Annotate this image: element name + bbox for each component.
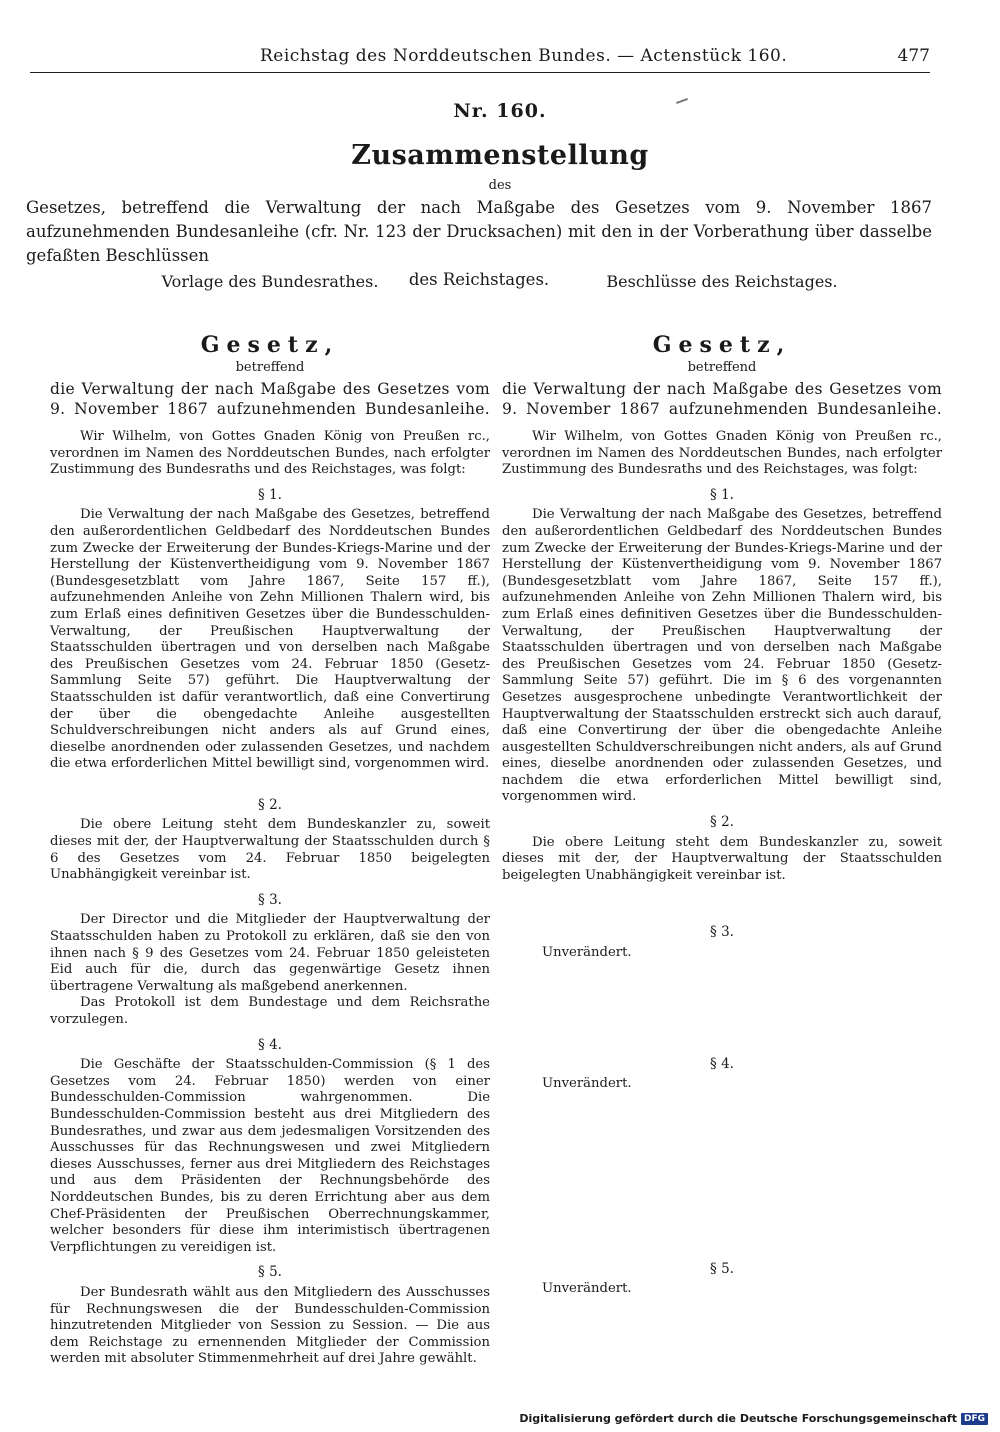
- section-text: Die obere Leitung steht dem Bundeskanzler zu, soweit dieses mit der, der Hauptverwaltung der Staatsschulden beigelegten Unabhängigkeit vereinbar ist.: [502, 834, 942, 883]
- dfg-logo-icon: DFG: [961, 1413, 988, 1425]
- left-column-heading: Vorlage des Bundesrathes.: [161, 272, 379, 291]
- law-subject: [502, 379, 942, 419]
- section-text: Die Verwaltung der nach Maßgabe des Gesetzes, betreffend den außerordentlichen Geldbedarf des Norddeutschen Bundes zum Zwecke der Erweiterung der Bundes-Kriegs-Marine und der Herstellung der Küstenvertheidigung vom 9. November 1867 (Bundesgesetzblatt vom Jahre 1867, Seite 157 ff.), aufzunehmenden Anleihe von Zehn Millionen Thalern wird, bis zum Erlaß eines definitiven Gesetzes über die Bundesschulden-Verwaltung, der Preußischen Hauptverwaltung der Staatsschulden übertragen und von derselben nach Maßgabe des Preußischen Gesetzes vom 24. Februar 1850 (Gesetz-Sammlung Seite 57) geführt. Die im § 6 des vorgenannten Gesetzes ausgesprochene unbedingte Verantwortlichkeit der Hauptverwaltung der Staatsschulden erstreckt sich auch darauf, daß eine Convertirung der über die obengedachte Anleihe ausgestellten Schuldverschreibungen nicht anders, als auf Grund eines, dieselbe anordnenden oder zulassenden Gesetzes, und nachdem die etwa erforderlichen Mittel bewilligt sind, vorgenommen wird.: [502, 507, 942, 805]
- section-text: Unverändert.: [542, 945, 632, 961]
- document-number: Nr. 160.: [453, 100, 547, 122]
- law-subject: [50, 379, 490, 419]
- document-des: des: [488, 178, 512, 193]
- section-label: § 3.: [258, 891, 282, 908]
- running-header: [30, 44, 930, 73]
- left-column: [50, 330, 490, 1368]
- page-number: 477: [897, 46, 930, 66]
- section-label: § 2.: [258, 796, 282, 813]
- section-text: Der Director und die Mitglieder der Hauptverwaltung der Staatsschulden haben zu Protokoll zu erklären, daß sie den von ihnen nach § 9 des Gesetzes vom 24. Februar 1850 geleisteten Eid auch für die, durch das gegenwärtige Gesetz ihnen übertragene Verwaltung als maßgebend anerkennen.: [50, 912, 490, 994]
- section-label: § 4.: [710, 1055, 734, 1072]
- section-text: Unverändert.: [542, 1076, 632, 1092]
- document-subtitle-end: des Reichstages.: [408, 270, 550, 289]
- section-label: § 1.: [710, 486, 734, 503]
- law-subject-line2: 9. November 1867 aufzunehmenden Bundesanleihe.: [50, 400, 490, 418]
- section-text: Der Bundesrath wählt aus den Mitgliedern des Ausschusses für Rechnungswesen die der Bundesschulden-Commission hinzutretenden Mitglieder von Session zu Session. — Die aus dem Reichstage zu ernennenden Mitglieder der Commission werden mit absoluter Stimmenmehrheit auf drei Jahre gewählt.: [50, 1284, 490, 1367]
- document-subtitle-main: Gesetzes, betreffend die Verwaltung der nach Maßgabe des Gesetzes vom 9. November 1867 aufzunehmenden Bundesanleihe (cfr. Nr. 123 der Drucksachen) mit den in der Vorberathung über dasselbe gefaßten Beschlüssen: [26, 198, 932, 265]
- section-text: Das Protokoll ist dem Bundestage und dem Reichsrathe vorzulegen.: [50, 995, 490, 1027]
- section-text: Die Verwaltung der nach Maßgabe des Gesetzes, betreffend den außerordentlichen Geldbedarf des Norddeutschen Bundes zum Zwecke der Erweiterung der Bundes-Kriegs-Marine und der Herstellung der Küstenvertheidigung vom 9. November 1867 (Bundesgesetzblatt vom Jahre 1867, Seite 157 ff.), aufzunehmenden Anleihe von Zehn Millionen Thalern wird, bis zum Erlaß eines definitiven Gesetzes über die Bundesschulden-Verwaltung, der Preußischen Hauptverwaltung der Staatsschulden übertragen und von derselben nach Maßgabe des Preußischen Gesetzes vom 24. Februar 1850 (Gesetz-Sammlung Seite 57) geführt. Die Hauptverwaltung der Staatsschulden ist dafür verantwortlich, daß eine Convertirung der über die obengedachte Anleihe ausgestellten Schuldverschreibungen nicht anders als auf Grund eines, dieselbe anordnenden oder zulassenden Gesetzes, und nachdem die etwa erforderlichen Mittel bewilligt sind, vorgenommen wird.: [50, 507, 490, 772]
- document-title: Zusammenstellung: [351, 140, 649, 171]
- law-title: Gesetz,: [200, 332, 340, 358]
- section-label: § 4.: [258, 1036, 282, 1053]
- law-subject-line1: die Verwaltung der nach Maßgabe des Gesetzes vom: [502, 380, 942, 398]
- law-subject-line1: die Verwaltung der nach Maßgabe des Gesetzes vom: [50, 380, 490, 398]
- preamble: Wir Wilhelm, von Gottes Gnaden König von Preußen rc., verordnen im Namen des Norddeutschen Bundes, nach erfolgter Zustimmung des Bundesraths und des Reichstages, was folgt:: [50, 429, 490, 478]
- section-text: Die obere Leitung steht dem Bundeskanzler zu, soweit dieses mit der, der Hauptverwaltung der Staatsschulden durch § 6 des Gesetzes vom 24. Februar 1850 beigelegten Unabhängigkeit vereinbar ist.: [50, 817, 490, 883]
- law-betreffend: betreffend: [687, 360, 757, 375]
- running-title: Reichstag des Norddeutschen Bundes. — Actenstück 160.: [260, 46, 788, 66]
- digitization-footer: [519, 1412, 988, 1425]
- law-subject-line2: 9. November 1867 aufzunehmenden Bundesanleihe.: [502, 400, 942, 418]
- section-label: § 3.: [710, 924, 734, 941]
- law-betreffend: betreffend: [235, 360, 305, 375]
- section-text: Die Geschäfte der Staatsschulden-Commission (§ 1 des Gesetzes vom 24. Februar 1850) werden von einer Bundesschulden-Commission wahrgenommen. Die Bundesschulden-Commission besteht aus drei Mitgliedern des Bundesrathes, und zwar aus dem jedesmaligen Vorsitzenden des Ausschusses für das Rechnungswesen und zwei Mitgliedern dieses Ausschusses, ferner aus drei Mitgliedern des Reichstages und aus dem Präsidenten der Rechnungsbehörde des Norddeutschen Bundes, bis zu deren Errichtung aber aus dem Chef-Präsidenten der Preußischen Oberrechnungskammer, welcher besonders für diese ihm interimistisch übertragenen Verpflichtungen zu vereidigen ist.: [50, 1057, 490, 1255]
- law-title: Gesetz,: [652, 332, 792, 358]
- footer-text: Digitalisierung gefördert durch die Deutsche Forschungsgemeinschaft: [519, 1412, 957, 1425]
- preamble: Wir Wilhelm, von Gottes Gnaden König von Preußen rc., verordnen im Namen des Norddeutschen Bundes, nach erfolgter Zustimmung des Bundesraths und des Reichstages, was folgt:: [502, 429, 942, 478]
- section-label: § 1.: [258, 486, 282, 503]
- section-label: § 2.: [710, 814, 734, 831]
- section-label: § 5.: [258, 1264, 282, 1281]
- right-column-heading: Beschlüsse des Reichstages.: [606, 272, 838, 291]
- section-text: Unverändert.: [542, 1281, 632, 1297]
- right-column: [502, 330, 942, 1298]
- section-label: § 5.: [710, 1260, 734, 1277]
